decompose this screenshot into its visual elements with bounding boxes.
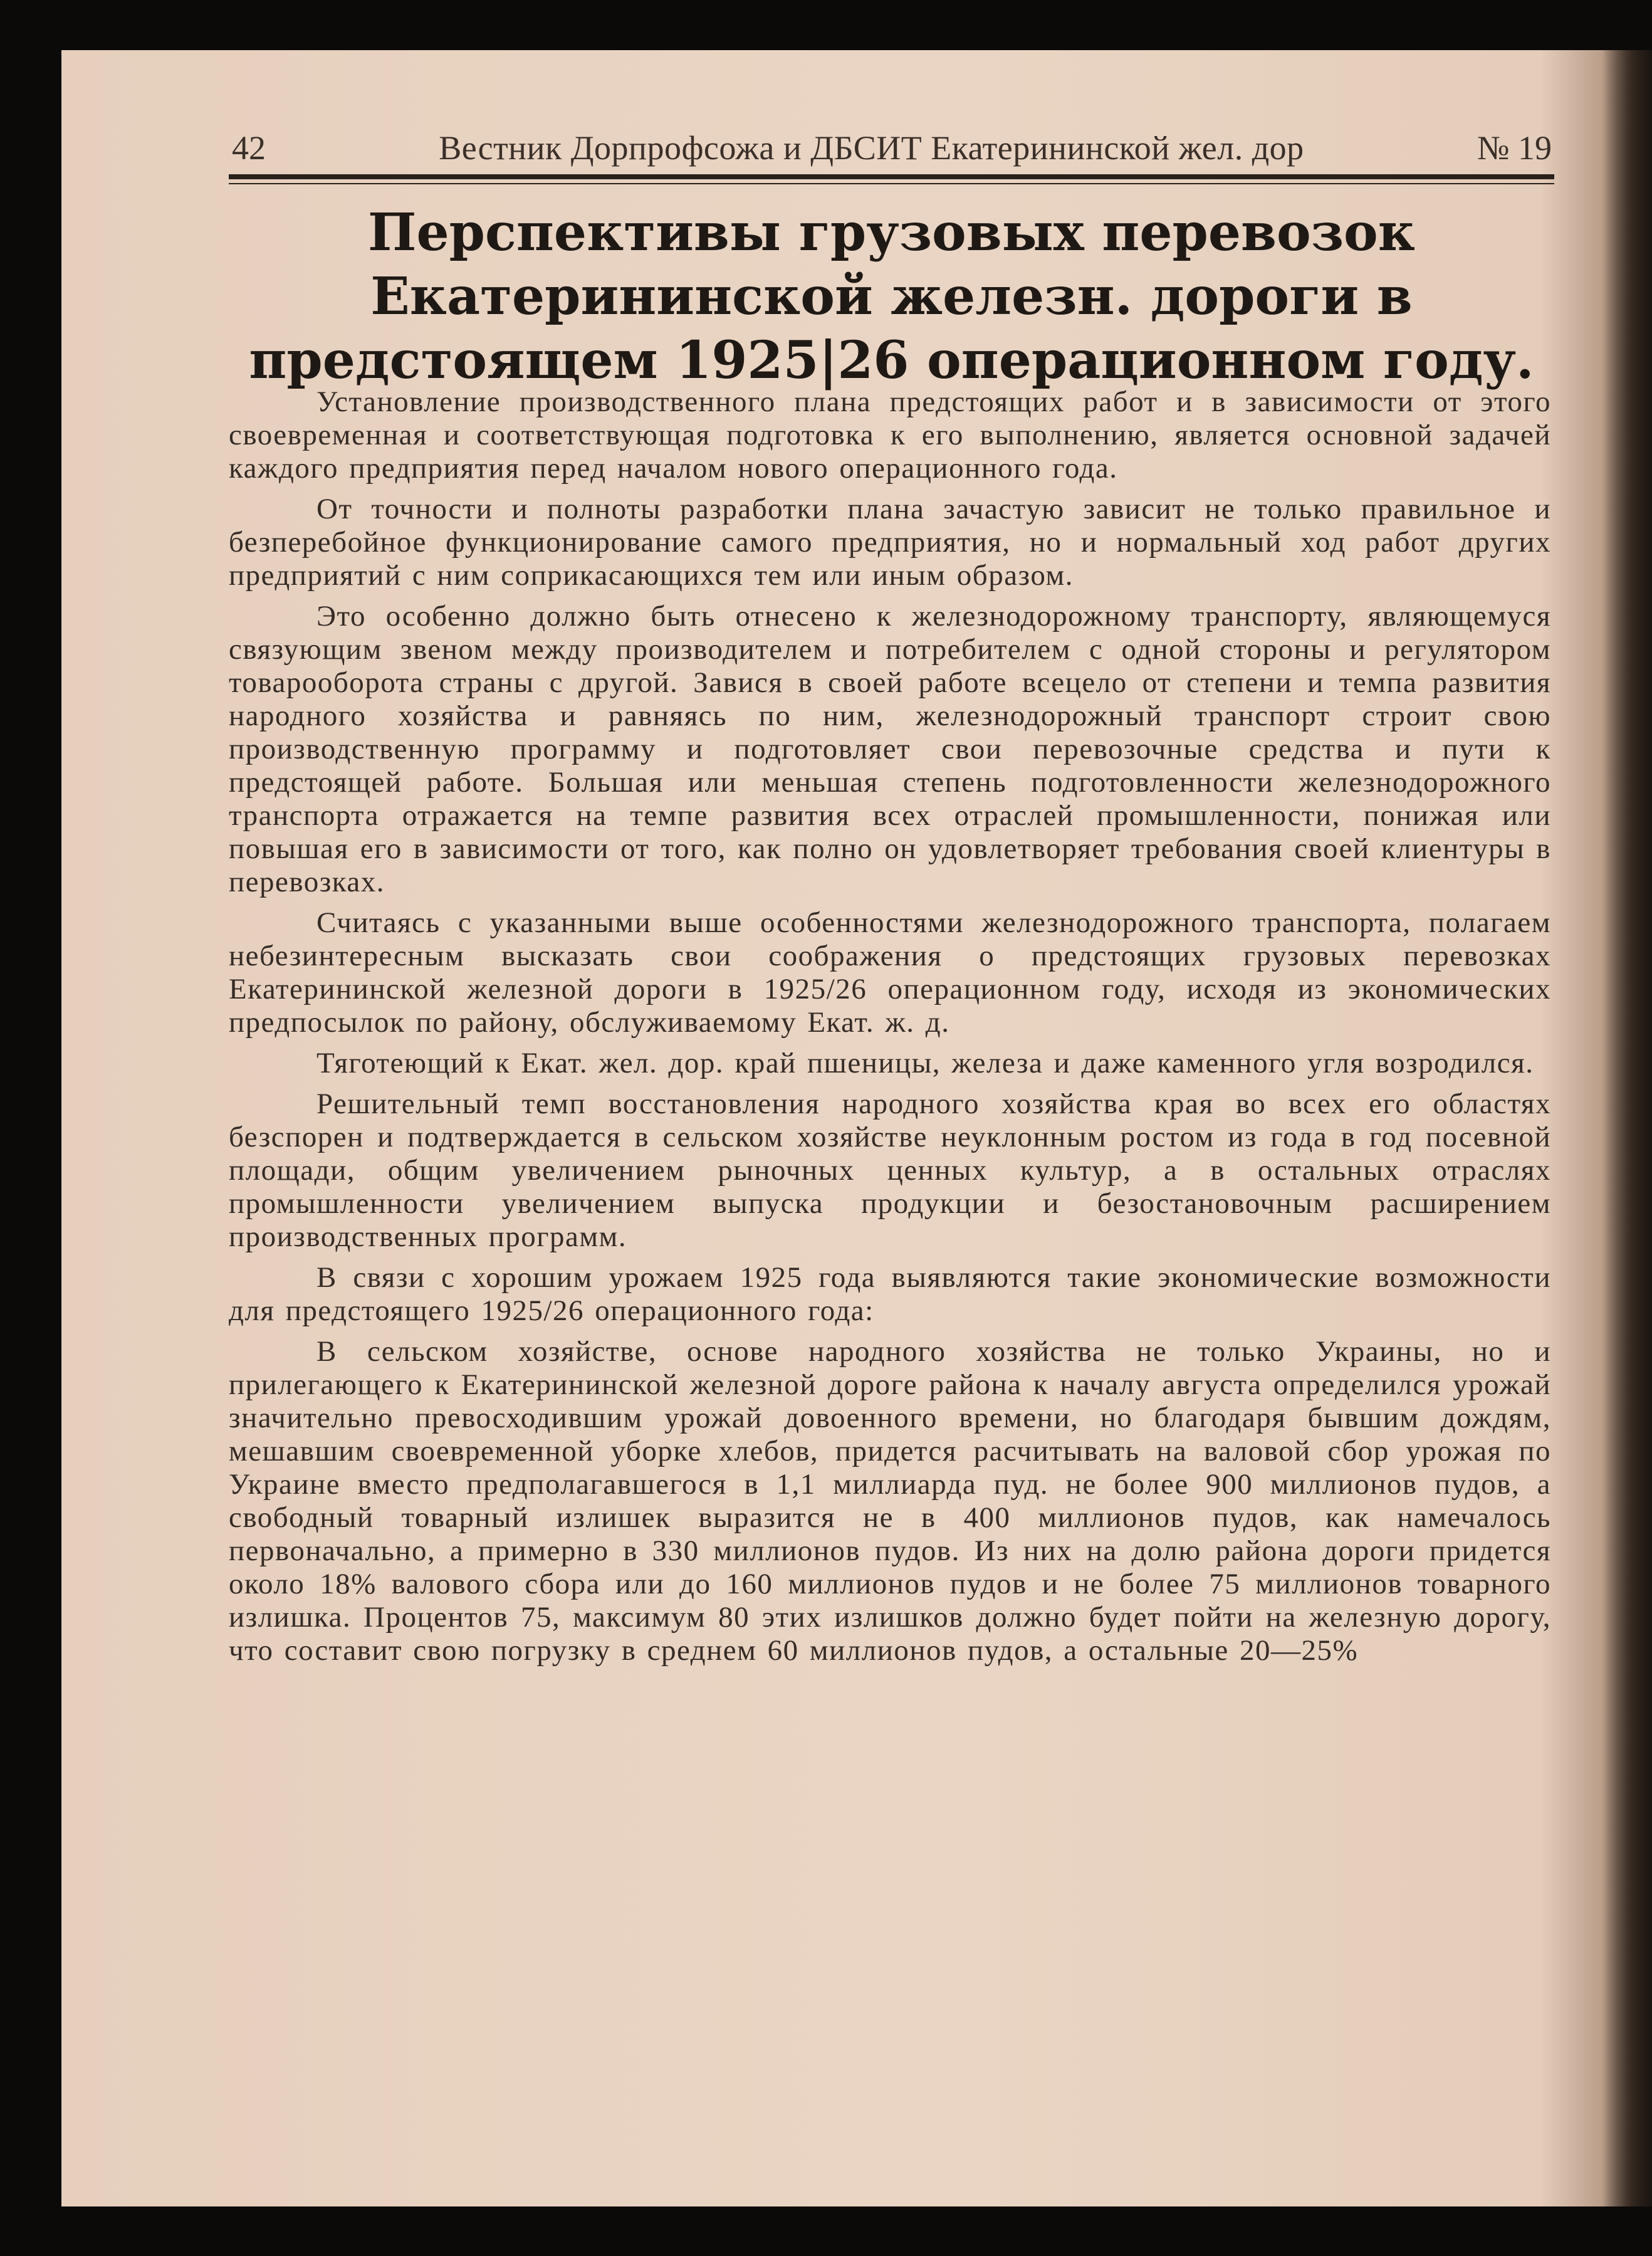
paragraph-6: Решительный темп восстановления народного хозяйства края во всех его областях безспорен и подтверждается в сельском хозяйстве неуклонным ростом из года в год посевной площади, общим увеличением рыночных ценных культур, а в остальных отраслях промышленности увеличением выпуска продукции и безостановочным расширением производственных программ. <box>229 1088 1551 1253</box>
paragraph-5: Тяготеющий к Екат. жел. дор. край пшеницы, железа и даже каменного угля возродился. <box>316 1047 1534 1079</box>
page-header <box>232 123 1552 173</box>
page-binding-shadow <box>1602 50 1652 2206</box>
article-body <box>229 386 1551 1675</box>
paragraph-1: Установление производственного плана предстоящих работ и в зависимости от этого своевременная и соответствующая подготовка к его выполнению, является основной задачей каждого предприятия перед началом нового операционного года. <box>229 386 1551 485</box>
paragraph-7: В связи с хорошим урожаем 1925 года выявляются такие экономические возможности для предстоящего 1925/26 операционного года: <box>229 1261 1551 1327</box>
header-rule-thin <box>229 183 1554 184</box>
header-rule-thick <box>229 174 1554 179</box>
paragraph-2: От точности и полноты разработки плана зачастую зависит не только правильное и безперебойное функционирование самого предприятия, но и нормальный ход работ других предприятий с ним соприкасающихся тем или иным образом. <box>229 493 1551 592</box>
article-title: Перспективы грузовых перевозок Екатерининской железн. дороги в предстоящем 1925|26 операционном году. <box>249 202 1534 391</box>
paragraph-3: Это особенно должно быть отнесено к железнодорожному транспорту, являющемуся связующим звеном между производителем и потребителем с одной стороны и регулятором товарооборота страны с другой. Завися в своей работе всецело от степени и темпа развития народного хозяйства и равняясь по ним, железнодорожный транспорт строит свою производственную программу и подготовляет свои перевозочные средства и пути к предстоящей работе. Большая или меньшая степень подготовленности железнодорожного транспорта отражается на темпе развития всех отраслей промышленности, понижая или повышая его в зависимости от того, как полно он удовлетворяет требования своей клиентуры в перевозках. <box>229 600 1551 898</box>
issue-number: № 19 <box>1477 129 1552 167</box>
page-number: 42 <box>232 129 266 167</box>
paragraph-4: Считаясь с указанными выше особенностями железнодорожного транспорта, полагаем небезинтересным высказать свои соображения о предстоящих грузовых перевозках Екатерининской железной дороги в 1925/26 операционном году, исходя из экономических предпосылок по району, обслуживаемому Екат. ж. д. <box>229 906 1551 1039</box>
paragraph-8: В сельском хозяйстве, основе народного хозяйства не только Украины, но и прилегающего к Екатерининской железной дороге района к началу августа определился урожай значительно превосходившим урожай довоенного времени, но благодаря бывшим дождям, мешавшим своевременной уборке хлебов, придется расчитывать на валовой сбор урожая по Украине вместо предполагавшегося в 1,1 миллиарда пуд. не более 900 миллионов пудов, а свободный товарный излишек выразится не в 400 миллионов пудов, как намечалось первоначально, а примерно в 330 миллионов пудов. Из них на долю района дороги придется около 18% валового сбора или до 160 миллионов пудов и не более 75 миллионов товарного излишка. Процентов 75, максимум 80 этих излишков должно будет пойти на железную дорогу, что составит свою погрузку в среднем 60 миллионов пудов, а остальные 20—25% <box>229 1335 1551 1667</box>
running-title: Вестник Дорпрофсожа и ДБСИТ Екатерининской жел. дор <box>439 129 1304 167</box>
